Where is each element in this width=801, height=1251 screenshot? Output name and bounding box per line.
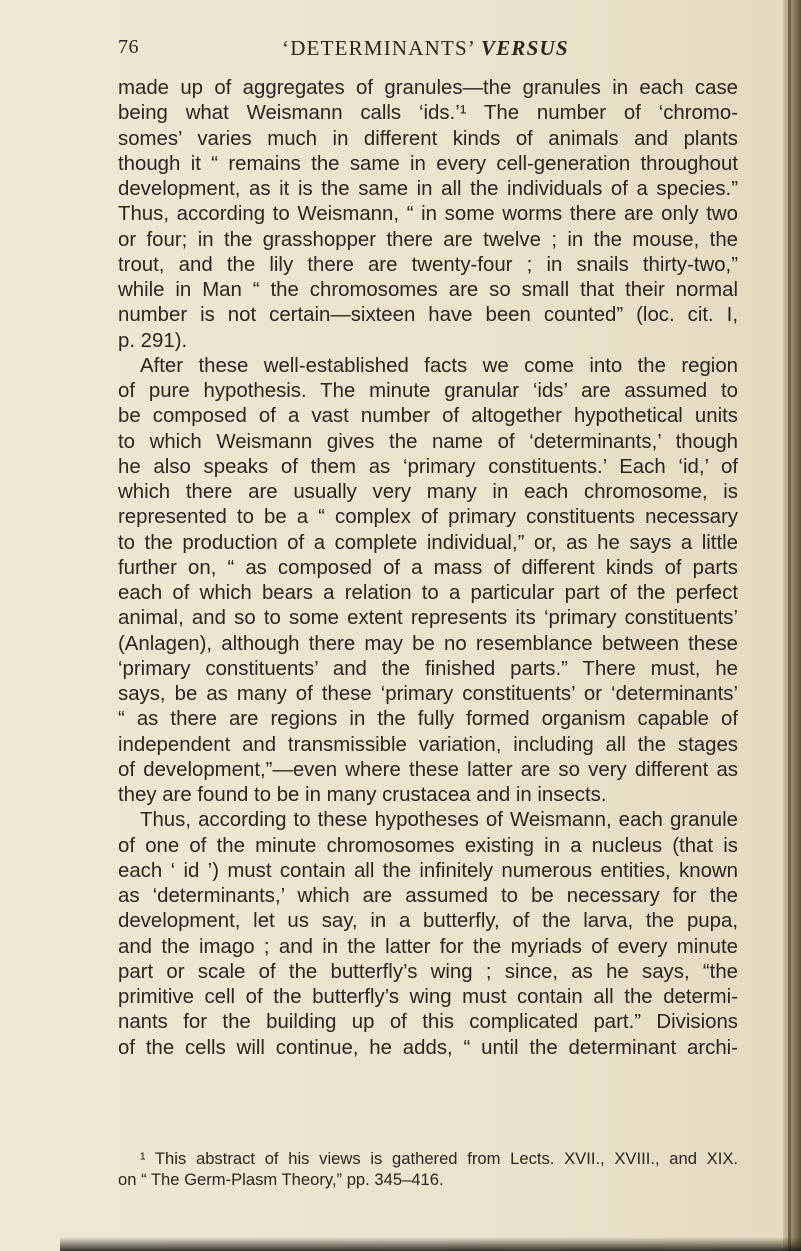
text-line: which there are usually very many in each chromosome, is — [118, 481, 738, 503]
text-line: Thus, according to these hypotheses of Weismann, each granule — [140, 809, 738, 832]
text-line: or four; in the grasshopper there are twelve ; in the mouse, the — [118, 228, 738, 251]
running-title — [282, 36, 569, 61]
text-line: of development,”—even where these latter are so very different as — [118, 758, 738, 781]
text-line: development, let us say, in a butterfly, of the larva, the pupa, — [118, 910, 738, 933]
text-line: nants for the building up of this complicated part.” Divisions — [118, 1011, 738, 1034]
text-line: Thus, according to Weismann, “ in some worms there are only two — [118, 203, 738, 226]
footnote — [118, 1148, 738, 1190]
text-line: development, as it is the same in all the individuals of a species.” — [118, 178, 738, 200]
text-line: further on, “ as composed of a mass of different kinds of parts — [118, 556, 738, 579]
text-line: of one of the minute chromosomes existing in a nucleus (that is — [118, 834, 738, 857]
text-line: says, be as many of these ‘primary constituents’ or ‘determinants’ — [118, 683, 738, 705]
text-line: to the production of a complete individual,” or, as he says a little — [118, 531, 738, 554]
text-line: primitive cell of the butterfly’s wing must contain all the determi- — [118, 986, 738, 1008]
text-line: made up of aggregates of granules—the granules in each case — [118, 77, 738, 99]
text-line: ‘primary constituents’ and the finished parts.” There must, he — [118, 657, 738, 680]
text-line: they are found to be in many crustacea and in insects. — [118, 784, 607, 806]
running-header — [118, 36, 738, 66]
text-line: trout, and the lily there are twenty-four ; in snails thirty-two,” — [118, 253, 738, 276]
text-line: p. 291). — [118, 329, 188, 352]
text-line: being what Weismann calls ‘ids.’¹ The number of ‘chromo- — [118, 102, 738, 125]
text-line: After these well-established facts we come into the region — [140, 354, 738, 377]
page-number: 76 — [118, 36, 139, 58]
binding-shadow — [788, 0, 791, 1251]
body-text — [118, 76, 738, 1061]
text-line: (Anlagen), although there may be no resemblance between these — [118, 632, 738, 655]
running-title-italic: VERSUS — [481, 36, 569, 60]
text-line: independent and transmissible variation, including all the stages — [118, 733, 738, 756]
page-gutter — [783, 0, 801, 1251]
footnote-line: ¹ This abstract of his views is gathered from Lects. XVII., XVIII., and XIX. — [140, 1149, 738, 1168]
text-line: though it “ remains the same in every cell-generation throughout — [118, 152, 738, 175]
text-line: number is not certain—sixteen have been counted” (loc. cit. I, — [118, 304, 738, 327]
text-line: “ as there are regions in the fully formed organism capable of — [118, 708, 738, 731]
text-line: represented to be a “ complex of primary constituents necessary — [118, 506, 738, 529]
text-line: each of which bears a relation to a particular part of the perfect — [118, 582, 738, 604]
text-line: part or scale of the butterfly’s wing ; since, as he says, “the — [118, 960, 738, 983]
text-line: to which Weismann gives the name of ‘determinants,’ though — [118, 430, 738, 453]
text-line: of pure hypothesis. The minute granular ‘ids’ are assumed to — [118, 380, 738, 402]
text-line: be composed of a vast number of altogether hypothetical units — [118, 405, 738, 428]
page-bottom-edge — [60, 1237, 801, 1251]
footnote-line: on “ The Germ-Plasm Theory,” pp. 345–416. — [118, 1170, 444, 1189]
text-line: animal, and so to some extent represents its ‘primary constituents’ — [118, 607, 738, 630]
text-line: of the cells will continue, he adds, “ until the determinant archi- — [118, 1036, 738, 1059]
text-line: somes’ varies much in different kinds of animals and plants — [118, 127, 738, 150]
text-line: while in Man “ the chromosomes are so small that their normal — [118, 279, 738, 301]
text-line: he also speaks of them as ‘primary constituents.’ Each ‘id,’ of — [118, 455, 738, 478]
text-line: each ‘ id ’) must contain all the infinitely numerous entities, known — [118, 859, 738, 882]
text-line: as ‘determinants,’ which are assumed to be necessary for the — [118, 885, 738, 907]
text-line: and the imago ; and in the latter for the myriads of every minute — [118, 935, 738, 958]
running-title-main: ‘DETERMINANTS’ — [282, 36, 475, 60]
